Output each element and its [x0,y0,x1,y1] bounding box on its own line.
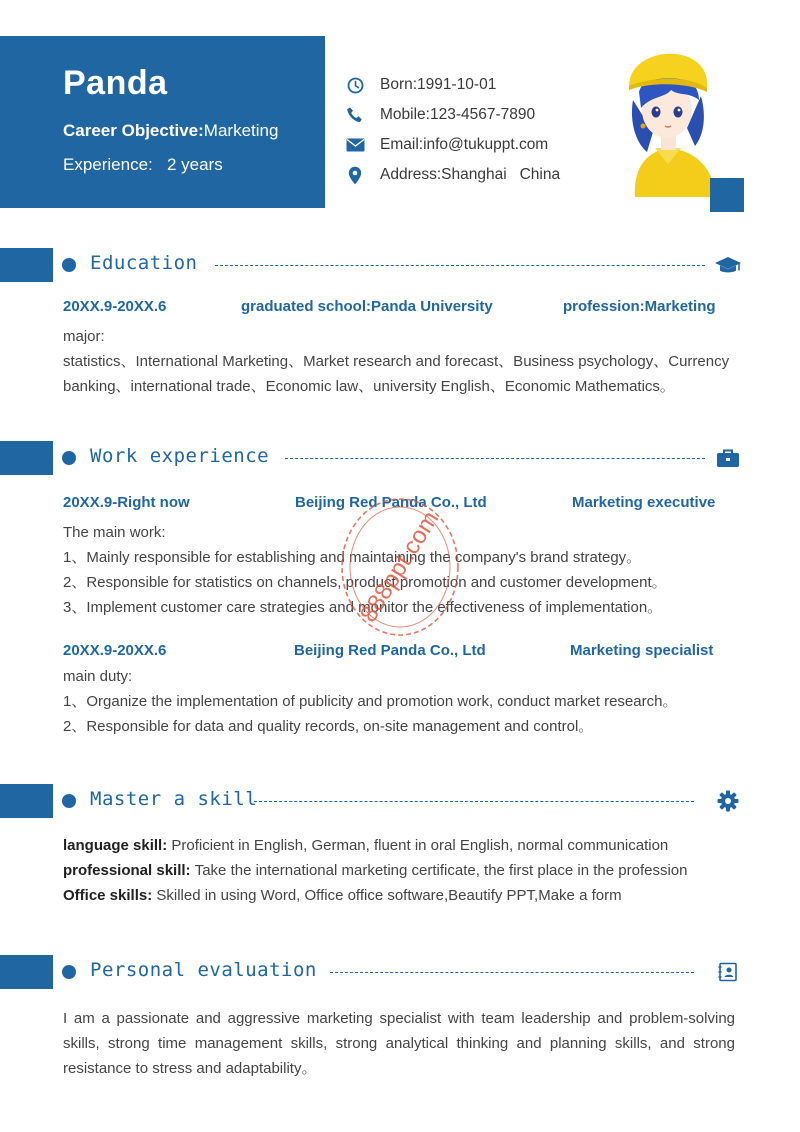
section-header-evaluation [0,955,800,989]
job-1-item-2: 2、Responsible for statistics on channels, product promotion and customer development。 [63,574,667,591]
mobile-text: Mobile:123-4567-7890 [380,106,536,123]
section-tab [0,784,53,818]
contact-info [345,70,560,190]
section-title-skills: Master a skill [90,788,258,810]
skill-language-text: Proficient in English, German, fluent in oral English, normal communication [171,837,669,854]
section-bullet [62,258,76,272]
section-divider [254,801,694,802]
education-period: 20XX.9-20XX.6 [63,298,167,315]
address-text: Address:Shanghai China [380,166,561,183]
section-divider [285,458,705,459]
career-objective-value: Marketing [203,121,279,140]
section-title-education: Education [90,252,198,274]
skill-office-text: Skilled in using Word, Office office software,Beautify PPT,Make a form [156,887,622,904]
decorative-square [710,178,744,212]
job-2-label: main duty: [63,668,133,685]
job-1-label: The main work: [63,524,166,541]
briefcase-icon [714,446,742,470]
career-objective [63,121,325,141]
job-1-item-1: 1、Mainly responsible for establishing and maintaining the company's brand strategy。 [63,549,642,566]
job-2-item-2: 2、Responsible for data and quality records, on-site management and control。 [63,718,594,735]
section-tab [0,248,53,282]
skill-professional-label: professional skill: [63,862,191,879]
watermark-text: 888ppt.com [354,506,445,628]
job-2-item-1: 1、Organize the implementation of publicity and promotion work, conduct market research。 [63,693,678,710]
education-major-text: statistics、International Marketing、Market research and forecast、Business psychology、Currency banking、international trade、Economic law、university English、Economic Mathematics。 [63,353,730,395]
section-header-work [0,441,800,475]
job-1-role: Marketing executive [572,494,716,511]
section-bullet [62,451,76,465]
evaluation-text: I am a passionate and aggressive marketing specialist with team leadership and problem-solving skills, strong time management skills, strong analytical thinking and planning skills, and strong resistance to stress and adaptability。 [63,1010,735,1077]
contact-born [345,70,560,100]
section-header-skills [0,784,800,818]
section-header-education [0,248,800,282]
candidate-name: Panda [63,64,168,102]
header-panel [0,36,325,208]
skill-office-label: Office skills: [63,887,153,904]
skill-language [63,833,735,858]
contact-address [345,160,560,190]
mail-icon [345,135,365,155]
section-bullet [62,794,76,808]
job-1-period: 20XX.9-Right now [63,494,190,511]
email-text: Email:info@tukuppt.com [380,136,549,153]
education-major-label: major: [63,328,105,345]
contact-email [345,130,560,160]
experience [63,155,325,175]
location-pin-icon [345,165,365,185]
section-divider [215,265,705,266]
experience-value: 2 years [166,155,223,174]
job-2-period: 20XX.9-20XX.6 [63,642,167,659]
job-2-role: Marketing specialist [570,642,714,659]
section-title-evaluation: Personal evaluation [90,959,317,981]
profile-card-icon [714,960,742,984]
section-tab [0,441,53,475]
experience-label: Experience: [63,155,153,174]
skill-professional [63,858,735,883]
avatar [623,52,713,197]
job-2-company: Beijing Red Panda Co., Ltd [294,642,486,659]
section-tab [0,955,53,989]
section-divider [330,972,694,973]
career-objective-label: Career Objective: [63,121,204,140]
gear-icon [714,789,742,813]
skill-language-label: language skill: [63,837,168,854]
clock-icon [345,75,365,95]
contact-mobile [345,100,560,130]
section-bullet [62,965,76,979]
section-title-work: Work experience [90,445,270,467]
graduation-cap-icon [714,253,742,277]
born-text: Born:1991-10-01 [380,76,497,93]
job-1-item-3: 3、Implement customer care strategies and monitor the effectiveness of implementation。 [63,599,663,616]
skill-professional-text: Take the international marketing certificate, the first place in the profession [194,862,688,879]
job-1-company: Beijing Red Panda Co., Ltd [295,494,487,511]
education-school: graduated school:Panda University [241,298,493,315]
education-profession: profession:Marketing [563,298,716,315]
phone-icon [345,105,365,125]
skill-office [63,883,735,908]
